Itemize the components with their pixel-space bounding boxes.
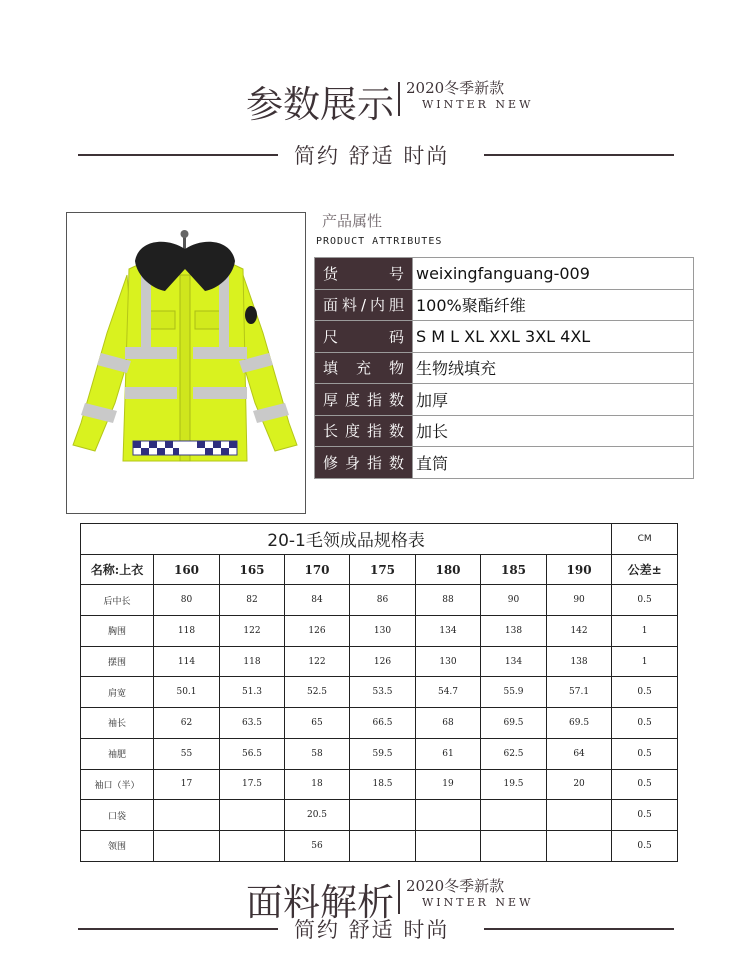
size-table-row [81, 800, 678, 831]
size-table-row [81, 677, 678, 708]
row-label-cell: 后中长 [81, 585, 154, 616]
value-cell [350, 800, 416, 831]
attribute-key: 面料/内胆 [315, 289, 413, 321]
value-cell: 18.5 [350, 769, 416, 800]
size-table-body [81, 585, 678, 861]
season-sublabel: WINTER NEW [422, 98, 534, 111]
attribute-key: 长度指数 [315, 415, 413, 447]
value-cell: 0.5 [612, 738, 678, 769]
attribute-value: 直筒 [413, 447, 694, 479]
header-cell: 160 [154, 554, 220, 585]
size-table-row [81, 738, 678, 769]
size-table-unit: CM [612, 524, 678, 555]
value-cell: 56.5 [220, 738, 285, 769]
header-cell: 170 [285, 554, 350, 585]
header-cell: 180 [416, 554, 481, 585]
value-cell: 66.5 [350, 708, 416, 739]
value-cell: 64 [547, 738, 612, 769]
value-cell: 134 [416, 616, 481, 647]
value-cell: 122 [285, 646, 350, 677]
value-cell: 80 [154, 585, 220, 616]
jacket-illustration [67, 213, 305, 513]
attribute-row [315, 289, 694, 321]
value-cell [481, 830, 547, 861]
value-cell: 54.7 [416, 677, 481, 708]
header-cell: 公差± [612, 554, 678, 585]
value-cell: 138 [547, 646, 612, 677]
value-cell: 17 [154, 769, 220, 800]
attributes-subtitle: PRODUCT ATTRIBUTES [316, 236, 443, 247]
value-cell: 56 [285, 830, 350, 861]
attribute-value: 加长 [413, 415, 694, 447]
value-cell: 20 [547, 769, 612, 800]
value-cell: 138 [481, 616, 547, 647]
value-cell: 90 [547, 585, 612, 616]
value-cell: 142 [547, 616, 612, 647]
value-cell: 69.5 [481, 708, 547, 739]
attribute-value: 加厚 [413, 384, 694, 416]
attribute-row [315, 258, 694, 290]
size-table-row [81, 585, 678, 616]
value-cell: 118 [220, 646, 285, 677]
size-table-title: 20-1毛领成品规格表 [81, 524, 612, 555]
size-spec-table [80, 523, 678, 862]
value-cell: 62.5 [481, 738, 547, 769]
divider-left [78, 154, 278, 156]
value-cell: 0.5 [612, 585, 678, 616]
value-cell: 86 [350, 585, 416, 616]
product-image [66, 212, 306, 514]
size-table-row [81, 616, 678, 647]
header-cell: 185 [481, 554, 547, 585]
value-cell [220, 800, 285, 831]
value-cell: 130 [350, 616, 416, 647]
value-cell: 61 [416, 738, 481, 769]
attribute-value: weixingfanguang-009 [413, 258, 694, 290]
size-table-row [81, 708, 678, 739]
row-label-cell: 胸围 [81, 616, 154, 647]
value-cell [547, 830, 612, 861]
value-cell: 18 [285, 769, 350, 800]
size-table-row [81, 769, 678, 800]
value-cell [416, 830, 481, 861]
row-label-cell: 肩宽 [81, 677, 154, 708]
attribute-key: 货号 [315, 258, 413, 290]
attributes-title: 产品属性 [322, 212, 383, 230]
attribute-value: 100%聚酯纤维 [413, 289, 694, 321]
attribute-row [315, 352, 694, 384]
value-cell: 1 [612, 646, 678, 677]
row-label-cell: 摆围 [81, 646, 154, 677]
attribute-value: 生物绒填充 [413, 352, 694, 384]
row-label-cell: 领围 [81, 830, 154, 861]
value-cell: 122 [220, 616, 285, 647]
value-cell: 53.5 [350, 677, 416, 708]
section-header-parameters [0, 74, 750, 174]
value-cell [154, 830, 220, 861]
row-label-cell: 袖长 [81, 708, 154, 739]
tagline: 简约 舒适 时尚 [294, 918, 450, 942]
value-cell: 126 [350, 646, 416, 677]
value-cell [481, 800, 547, 831]
value-cell: 0.5 [612, 677, 678, 708]
header-cell: 165 [220, 554, 285, 585]
size-table-header [81, 554, 678, 585]
divider-left [78, 928, 278, 930]
attribute-key: 尺码 [315, 321, 413, 353]
attribute-key: 填充物 [315, 352, 413, 384]
section-title: 参数展示 [246, 83, 394, 126]
size-table-row [81, 646, 678, 677]
value-cell: 59.5 [350, 738, 416, 769]
value-cell: 90 [481, 585, 547, 616]
header-cell: 名称:上衣 [81, 554, 154, 585]
value-cell: 114 [154, 646, 220, 677]
header-cell: 175 [350, 554, 416, 585]
value-cell: 17.5 [220, 769, 285, 800]
value-cell [154, 800, 220, 831]
section-header-fabric [0, 872, 750, 963]
value-cell: 65 [285, 708, 350, 739]
value-cell: 51.3 [220, 677, 285, 708]
value-cell: 55 [154, 738, 220, 769]
value-cell: 52.5 [285, 677, 350, 708]
value-cell: 62 [154, 708, 220, 739]
attributes-table [314, 257, 694, 479]
divider-vertical [398, 82, 400, 116]
attribute-key: 厚度指数 [315, 384, 413, 416]
size-table-row [81, 830, 678, 861]
value-cell: 126 [285, 616, 350, 647]
value-cell: 63.5 [220, 708, 285, 739]
value-cell: 68 [416, 708, 481, 739]
season-label: 2020冬季新款 [406, 877, 505, 895]
value-cell: 19.5 [481, 769, 547, 800]
value-cell: 0.5 [612, 800, 678, 831]
value-cell: 130 [416, 646, 481, 677]
value-cell: 20.5 [285, 800, 350, 831]
row-label-cell: 袖口（半） [81, 769, 154, 800]
row-label-cell: 口袋 [81, 800, 154, 831]
value-cell [220, 830, 285, 861]
value-cell: 1 [612, 616, 678, 647]
divider-vertical [398, 880, 400, 914]
value-cell [416, 800, 481, 831]
value-cell: 0.5 [612, 708, 678, 739]
value-cell: 134 [481, 646, 547, 677]
value-cell: 0.5 [612, 830, 678, 861]
divider-right [484, 154, 674, 156]
value-cell: 0.5 [612, 769, 678, 800]
divider-right [484, 928, 674, 930]
value-cell: 50.1 [154, 677, 220, 708]
value-cell: 69.5 [547, 708, 612, 739]
season-sublabel: WINTER NEW [422, 896, 534, 909]
value-cell: 55.9 [481, 677, 547, 708]
attribute-row [315, 321, 694, 353]
value-cell: 58 [285, 738, 350, 769]
value-cell [350, 830, 416, 861]
section-title: 面料解析 [246, 881, 394, 924]
attribute-value: S M L XL XXL 3XL 4XL [413, 321, 694, 353]
tagline: 简约 舒适 时尚 [294, 144, 450, 168]
value-cell: 88 [416, 585, 481, 616]
value-cell: 82 [220, 585, 285, 616]
season-label: 2020冬季新款 [406, 79, 505, 97]
value-cell: 19 [416, 769, 481, 800]
attribute-key: 修身指数 [315, 447, 413, 479]
value-cell: 118 [154, 616, 220, 647]
row-label-cell: 袖肥 [81, 738, 154, 769]
value-cell [547, 800, 612, 831]
value-cell: 84 [285, 585, 350, 616]
header-cell: 190 [547, 554, 612, 585]
attribute-row [315, 384, 694, 416]
value-cell: 57.1 [547, 677, 612, 708]
attribute-row [315, 415, 694, 447]
attribute-row [315, 447, 694, 479]
